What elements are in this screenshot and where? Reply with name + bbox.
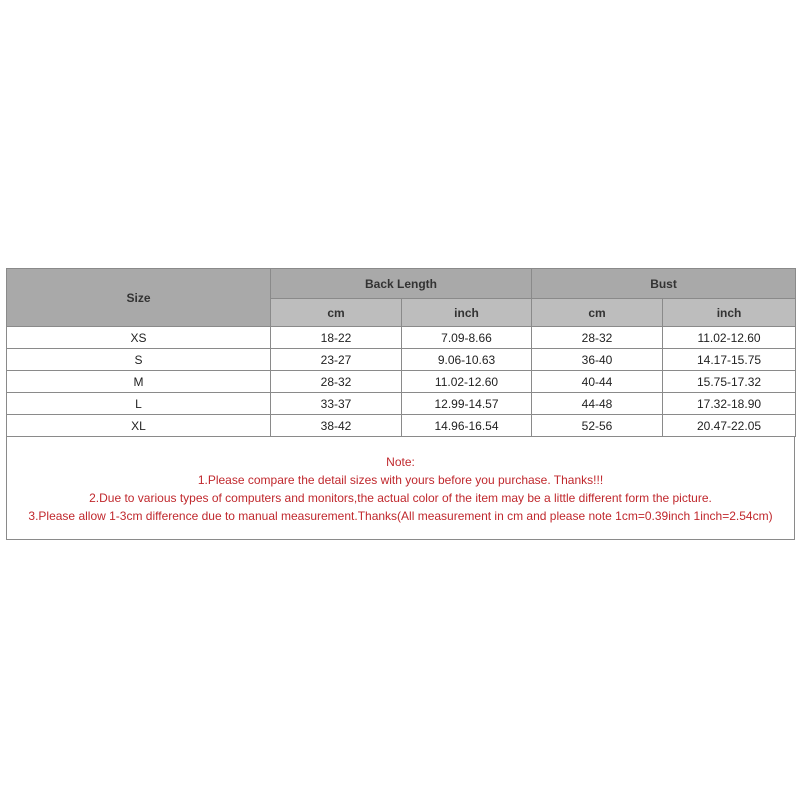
- table-row: [7, 415, 796, 437]
- unit-header: inch: [663, 299, 796, 327]
- table-cell: 28-32: [532, 327, 663, 349]
- note-line: 2.Due to various types of computers and monitors,the actual color of the item may be a little different form the picture.: [89, 491, 712, 505]
- table-cell: 11.02-12.60: [663, 327, 796, 349]
- bust-header: Bust: [532, 269, 796, 299]
- table-cell: 36-40: [532, 349, 663, 371]
- size-cell: M: [7, 371, 271, 393]
- note-line: 1.Please compare the detail sizes with yours before you purchase. Thanks!!!: [197, 473, 604, 487]
- table-cell: 14.96-16.54: [402, 415, 532, 437]
- table-cell: 33-37: [271, 393, 402, 415]
- header-row: [7, 269, 796, 299]
- table-cell: 12.99-14.57: [402, 393, 532, 415]
- table-cell: 38-42: [271, 415, 402, 437]
- table-row: [7, 349, 796, 371]
- size-chart: [6, 268, 795, 540]
- table-cell: 52-56: [532, 415, 663, 437]
- table-cell: 17.32-18.90: [663, 393, 796, 415]
- table-cell: 20.47-22.05: [663, 415, 796, 437]
- table-cell: 9.06-10.63: [402, 349, 532, 371]
- size-cell: XL: [7, 415, 271, 437]
- unit-header: inch: [402, 299, 532, 327]
- notes-box: [6, 437, 795, 540]
- note-title: Note:: [386, 455, 415, 469]
- table-cell: 18-22: [271, 327, 402, 349]
- size-header: Size: [7, 269, 271, 327]
- unit-header: cm: [532, 299, 663, 327]
- table-row: [7, 393, 796, 415]
- table-row: [7, 371, 796, 393]
- table-cell: 15.75-17.32: [663, 371, 796, 393]
- unit-header: cm: [271, 299, 402, 327]
- table-cell: 44-48: [532, 393, 663, 415]
- size-cell: XS: [7, 327, 271, 349]
- size-table: [6, 268, 796, 437]
- table-cell: 40-44: [532, 371, 663, 393]
- back-length-header: Back Length: [271, 269, 532, 299]
- size-cell: S: [7, 349, 271, 371]
- table-cell: 28-32: [271, 371, 402, 393]
- table-row: [7, 327, 796, 349]
- table-cell: 23-27: [271, 349, 402, 371]
- size-cell: L: [7, 393, 271, 415]
- table-cell: 7.09-8.66: [402, 327, 532, 349]
- note-line: 3.Please allow 1-3cm difference due to manual measurement.Thanks(All measurement in cm and please note 1cm=0.39inch 1inch=2.54cm): [28, 509, 773, 523]
- table-cell: 14.17-15.75: [663, 349, 796, 371]
- table-cell: 11.02-12.60: [402, 371, 532, 393]
